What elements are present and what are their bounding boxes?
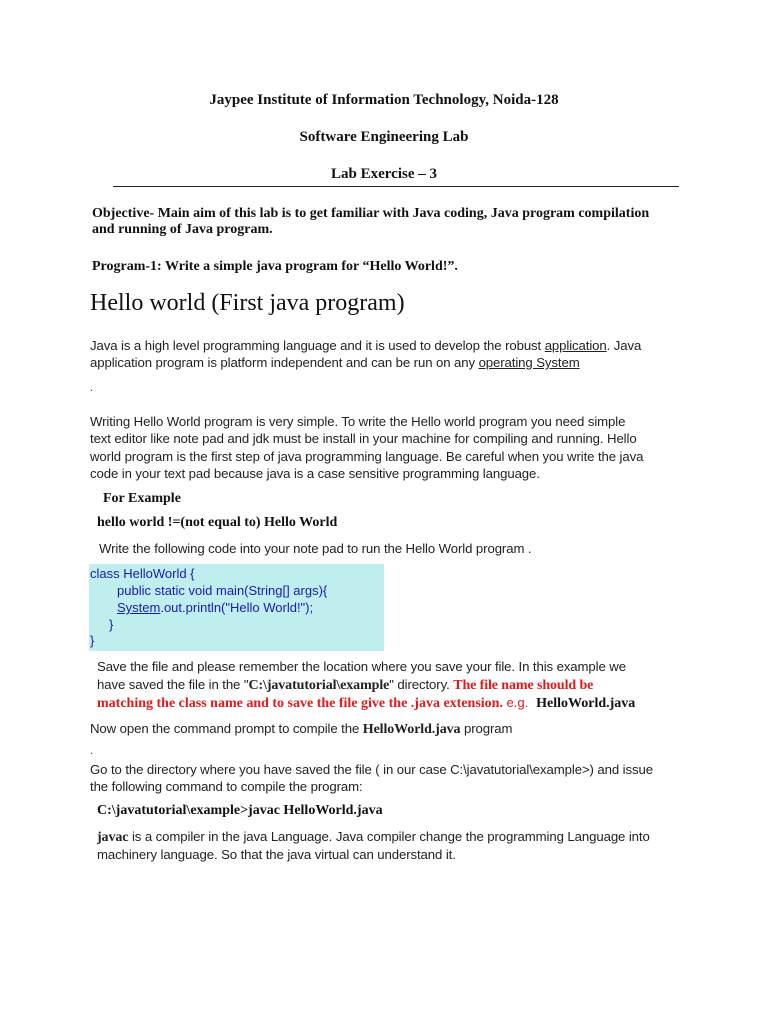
- header-divider: [113, 186, 679, 187]
- code-line-4: }: [109, 617, 114, 632]
- code-line-3-rest: .out.println("Hello World!");: [160, 600, 314, 615]
- save-line-3: [97, 694, 635, 712]
- course-heading: Software Engineering Lab: [299, 129, 469, 145]
- intro-text-1: Java is a high level programming language and it is used to develop the robust: [90, 338, 545, 353]
- writing-line-2: text editor like note pad and jdk must be install in your machine for compiling and running. Hello: [90, 431, 637, 446]
- institute-heading: Jaypee Institute of Information Technology, Noida-128: [209, 92, 559, 108]
- goto-line-1: Go to the directory where you have saved the file ( in our case C:\javatutorial\example>) and issue: [90, 762, 653, 777]
- objective-line-2: and running of Java program.: [92, 222, 273, 237]
- save-path: C:\javatutorial\example: [248, 678, 390, 693]
- open-cmd-text-end: program: [460, 721, 513, 736]
- writing-line-1: Writing Hello World program is very simple. To write the Hello world program you need simple: [90, 414, 626, 429]
- save-text-2: have saved the file in the ": [97, 677, 249, 692]
- program-1-heading: Program-1: Write a simple java program for “Hello World!”.: [92, 259, 458, 274]
- code-line-3: [117, 600, 313, 615]
- save-warning-2: matching the class name and to save the file give the .java extension.: [97, 696, 503, 711]
- javac-word: javac: [97, 830, 129, 845]
- save-line-2: [97, 677, 593, 694]
- page-title: Hello world (First java program): [90, 290, 405, 316]
- javac-line-1: [97, 829, 650, 846]
- example-line: hello world !=(not equal to) Hello World: [97, 515, 338, 530]
- code-block: [89, 564, 384, 651]
- save-eg: e.g.: [502, 695, 529, 710]
- javac-text-1: is a compiler in the java Language. Java compiler change the programming Language into: [128, 829, 650, 844]
- write-following-text: Write the following code into your note pad to run the Hello World program .: [99, 541, 532, 556]
- open-cmd-file: HelloWorld.java: [362, 722, 461, 737]
- objective-line-1: Objective- Main aim of this lab is to get familiar with Java coding, Java program compilation: [92, 206, 650, 221]
- code-line-5: }: [90, 633, 95, 648]
- save-warning-1: The file name should be: [453, 678, 594, 693]
- intro-text-2: application program is platform independent and can be run on any: [90, 355, 479, 370]
- intro-line-2: [90, 355, 580, 370]
- open-cmd-text: Now open the command prompt to compile the: [90, 721, 363, 736]
- intro-dot: .: [90, 380, 93, 394]
- lab-heading: Lab Exercise – 3: [331, 166, 437, 182]
- intro-line-1: [90, 338, 641, 353]
- compile-command: C:\javatutorial\example>javac HelloWorld.java: [97, 803, 383, 818]
- save-line-1: Save the file and please remember the location where you save your file. In this example we: [97, 659, 626, 674]
- system-link[interactable]: System: [117, 600, 161, 615]
- writing-line-4: code in your text pad because java is a case sensitive programming language.: [90, 466, 540, 481]
- goto-line-2: the following command to compile the program:: [90, 779, 363, 794]
- application-link[interactable]: application: [544, 338, 607, 353]
- save-text-2-post: " directory.: [389, 677, 454, 692]
- open-cmd-line: [90, 721, 512, 738]
- code-line-1: class HelloWorld {: [90, 566, 195, 581]
- intro-text-1-end: . Java: [606, 338, 642, 353]
- example-heading: For Example: [103, 491, 181, 506]
- save-filename: HelloWorld.java: [536, 696, 636, 711]
- javac-line-2: machinery language. So that the java virtual can understand it.: [97, 847, 456, 862]
- open-cmd-dot: .: [90, 743, 93, 757]
- operating-system-link[interactable]: operating System: [478, 355, 580, 370]
- code-line-2: public static void main(String[] args){: [117, 583, 328, 598]
- writing-line-3: world program is the first step of java programming language. Be careful when you write the java: [90, 449, 644, 464]
